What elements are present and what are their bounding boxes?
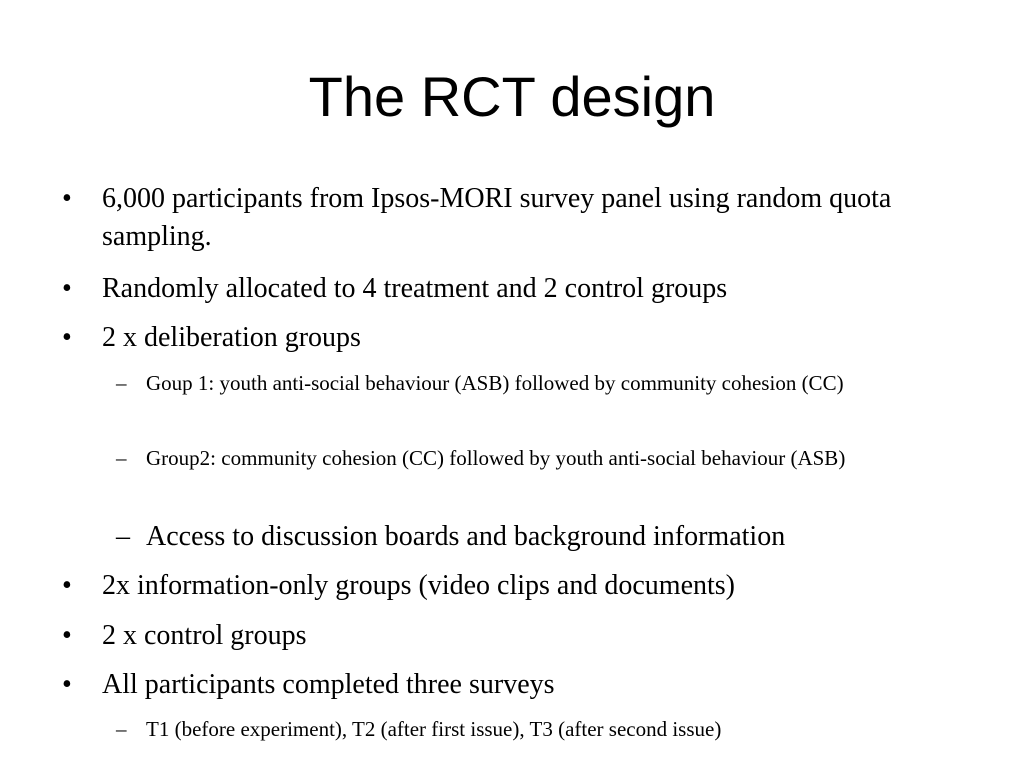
bullet-marker: • [62, 183, 72, 214]
bullet-item-control-groups [62, 617, 932, 655]
sub-bullet-discussion-boards [116, 518, 936, 556]
bullet-item-allocation [62, 270, 932, 308]
sub-bullet-text: Goup 1: youth anti-social behaviour (ASB) followed by community cohesion (CC) [146, 371, 844, 395]
sub-bullet-group-1 [116, 366, 936, 400]
sub-bullet-survey-times [116, 712, 936, 746]
sub-bullet-marker: – [116, 717, 127, 741]
bullet-item-surveys [62, 666, 932, 704]
bullet-text: 6,000 participants from Ipsos-MORI survey panel using random quota sampling. [102, 183, 892, 252]
bullet-text: All participants completed three surveys [102, 669, 555, 700]
bullet-text: 2 x deliberation groups [102, 322, 361, 353]
bullet-marker: • [62, 322, 72, 353]
bullet-marker: • [62, 620, 72, 651]
sub-bullet-text: Group2: community cohesion (CC) followed by youth anti-social behaviour (ASB) [146, 446, 846, 470]
sub-bullet-text: T1 (before experiment), T2 (after first issue), T3 (after second issue) [146, 717, 722, 741]
bullet-item-deliberation-groups [62, 319, 932, 357]
bullet-item-information-groups [62, 567, 932, 605]
sub-bullet-group-2 [116, 441, 936, 475]
sub-bullet-marker: – [116, 371, 127, 395]
bullet-marker: • [62, 273, 72, 304]
bullet-item-participants [62, 180, 932, 256]
bullet-text: 2 x control groups [102, 620, 307, 651]
bullet-text: 2x information-only groups (video clips and documents) [102, 570, 735, 601]
sub-bullet-marker: – [116, 521, 130, 552]
bullet-marker: • [62, 570, 72, 601]
bullet-marker: • [62, 669, 72, 700]
slide-title: The RCT design [308, 65, 716, 128]
sub-bullet-text: Access to discussion boards and background information [146, 521, 786, 552]
bullet-text: Randomly allocated to 4 treatment and 2 control groups [102, 273, 728, 304]
sub-bullet-marker: – [116, 446, 127, 470]
